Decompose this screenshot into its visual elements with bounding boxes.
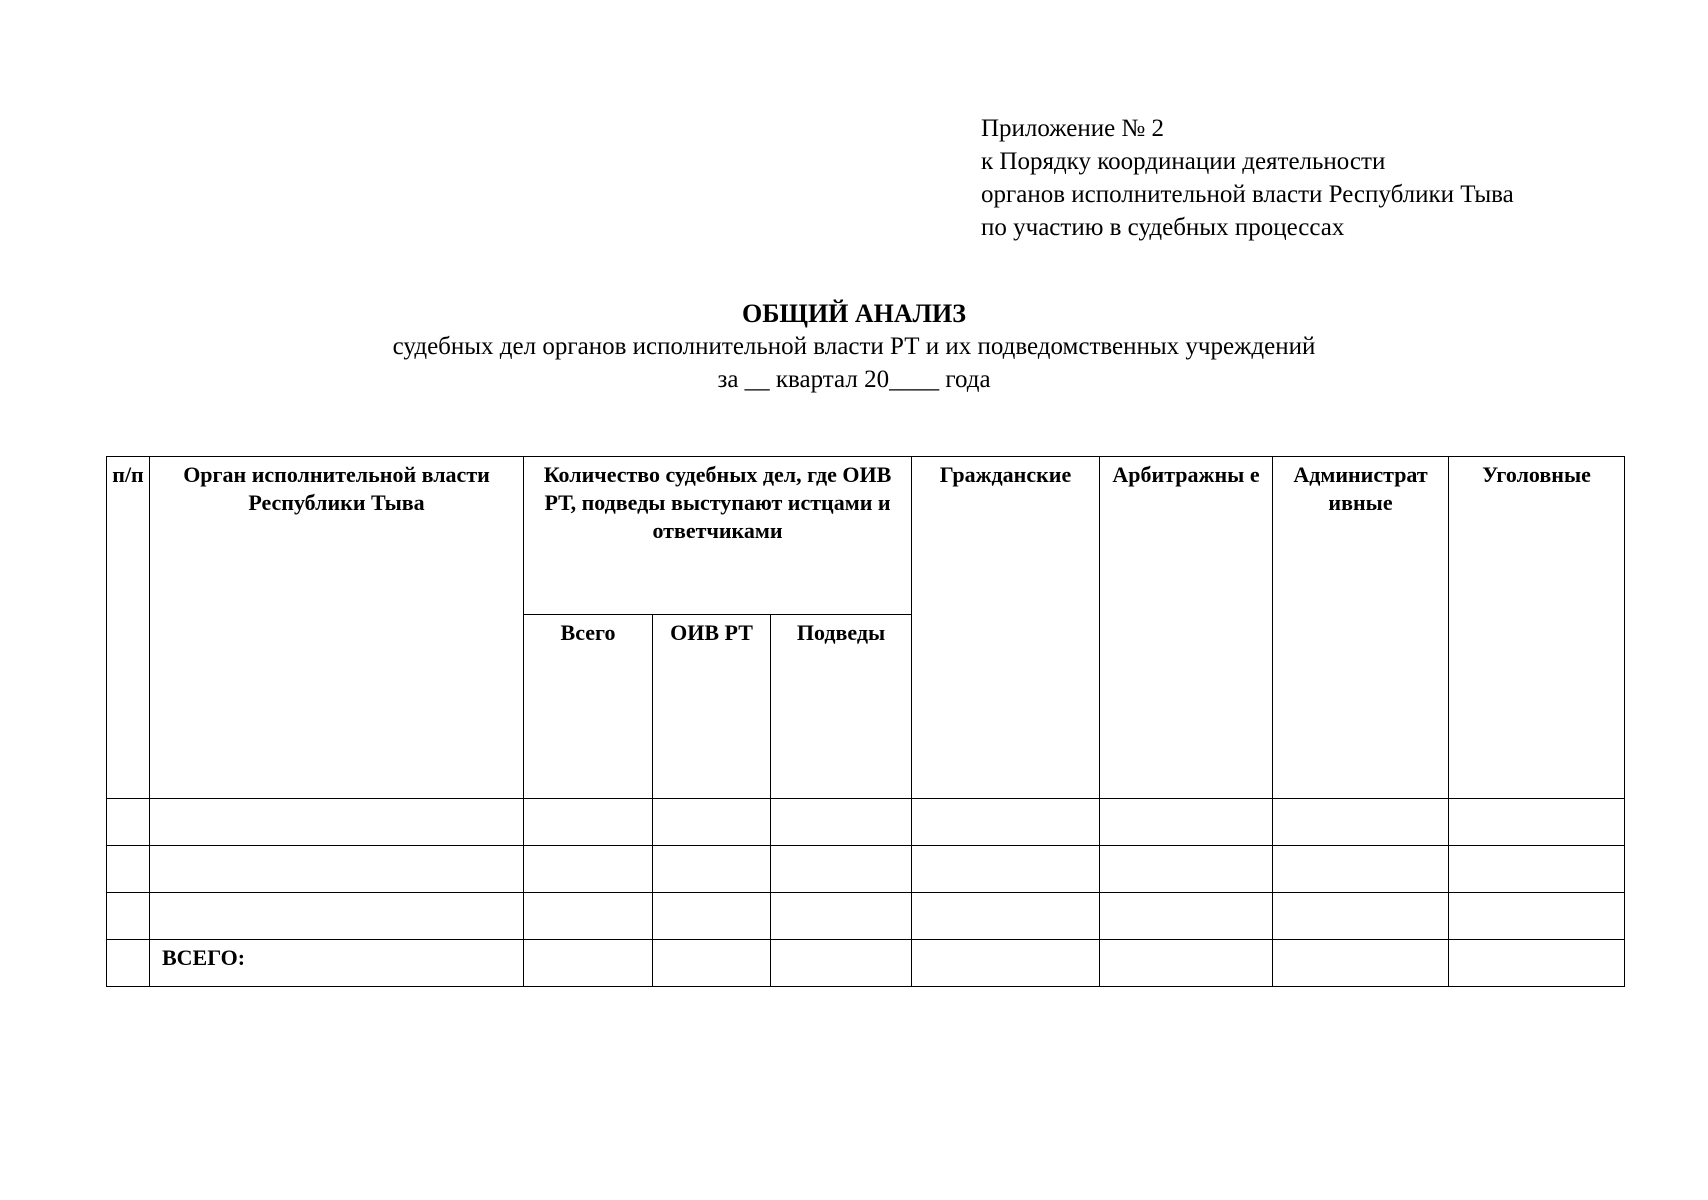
table-row <box>107 846 1625 893</box>
table-cell <box>1449 846 1625 893</box>
document-period: за __ квартал 20____ года <box>717 366 991 393</box>
table-cell <box>912 846 1100 893</box>
header-podvedy: Подведы <box>771 615 912 799</box>
table-cell <box>107 893 150 940</box>
table-body <box>107 799 1625 940</box>
table-cell <box>1100 940 1273 987</box>
table-cell <box>912 893 1100 940</box>
table-cell <box>771 846 912 893</box>
appendix-line-2: к Порядку координации деятельности <box>981 148 1386 175</box>
appendix-line-1: Приложение № 2 <box>981 115 1165 142</box>
header-civil: Гражданские <box>912 457 1100 799</box>
table-row <box>107 893 1625 940</box>
header-organ: Орган исполнительной власти Республики Тыва <box>150 457 524 799</box>
header-criminal: Уголовные <box>1449 457 1625 799</box>
table-cell <box>524 799 653 846</box>
header-arbitration: Арбитражны е <box>1100 457 1273 799</box>
table-cell <box>107 940 150 987</box>
document-title: ОБЩИЙ АНАЛИЗ <box>741 299 966 328</box>
total-row-label: ВСЕГО: <box>150 940 524 987</box>
table-cell <box>1273 846 1449 893</box>
table-cell <box>771 940 912 987</box>
table-cell <box>1449 940 1625 987</box>
table-cell <box>107 846 150 893</box>
document-subtitle: судебных дел органов исполнительной власти РТ и их подведомственных учреждений <box>392 333 1316 360</box>
table-cell <box>150 893 524 940</box>
appendix-block <box>981 112 1514 244</box>
table-cell <box>653 846 771 893</box>
table-cell <box>1273 799 1449 846</box>
table-cell <box>524 893 653 940</box>
table-row <box>107 799 1625 846</box>
table-cell <box>107 799 150 846</box>
table-cell <box>653 799 771 846</box>
table-cell <box>150 846 524 893</box>
table-cell <box>1449 893 1625 940</box>
table-cell <box>524 940 653 987</box>
header-num: п/п <box>107 457 150 799</box>
table-cell <box>771 799 912 846</box>
table-cell <box>150 799 524 846</box>
table-cell <box>1449 799 1625 846</box>
analysis-table <box>106 456 1625 987</box>
header-count-group: Количество судебных дел, где ОИВ РТ, подведы выступают истцами и ответчиками <box>524 457 912 615</box>
table-cell <box>1273 940 1449 987</box>
table-cell <box>912 940 1100 987</box>
table-cell <box>1273 893 1449 940</box>
appendix-line-3: органов исполнительной власти Республики Тыва <box>981 181 1514 208</box>
table-total-row <box>107 940 1625 987</box>
table-cell <box>1100 799 1273 846</box>
appendix-line-4: по участию в судебных процессах <box>981 214 1345 241</box>
table-cell <box>1100 893 1273 940</box>
table-cell <box>524 846 653 893</box>
table-cell <box>1100 846 1273 893</box>
table-cell <box>653 893 771 940</box>
header-oiv: ОИВ РТ <box>653 615 771 799</box>
table-cell <box>771 893 912 940</box>
table-cell <box>912 799 1100 846</box>
table-header-row <box>107 457 1625 615</box>
header-total: Всего <box>524 615 653 799</box>
header-administrative: Администрат ивные <box>1273 457 1449 799</box>
table-cell <box>653 940 771 987</box>
